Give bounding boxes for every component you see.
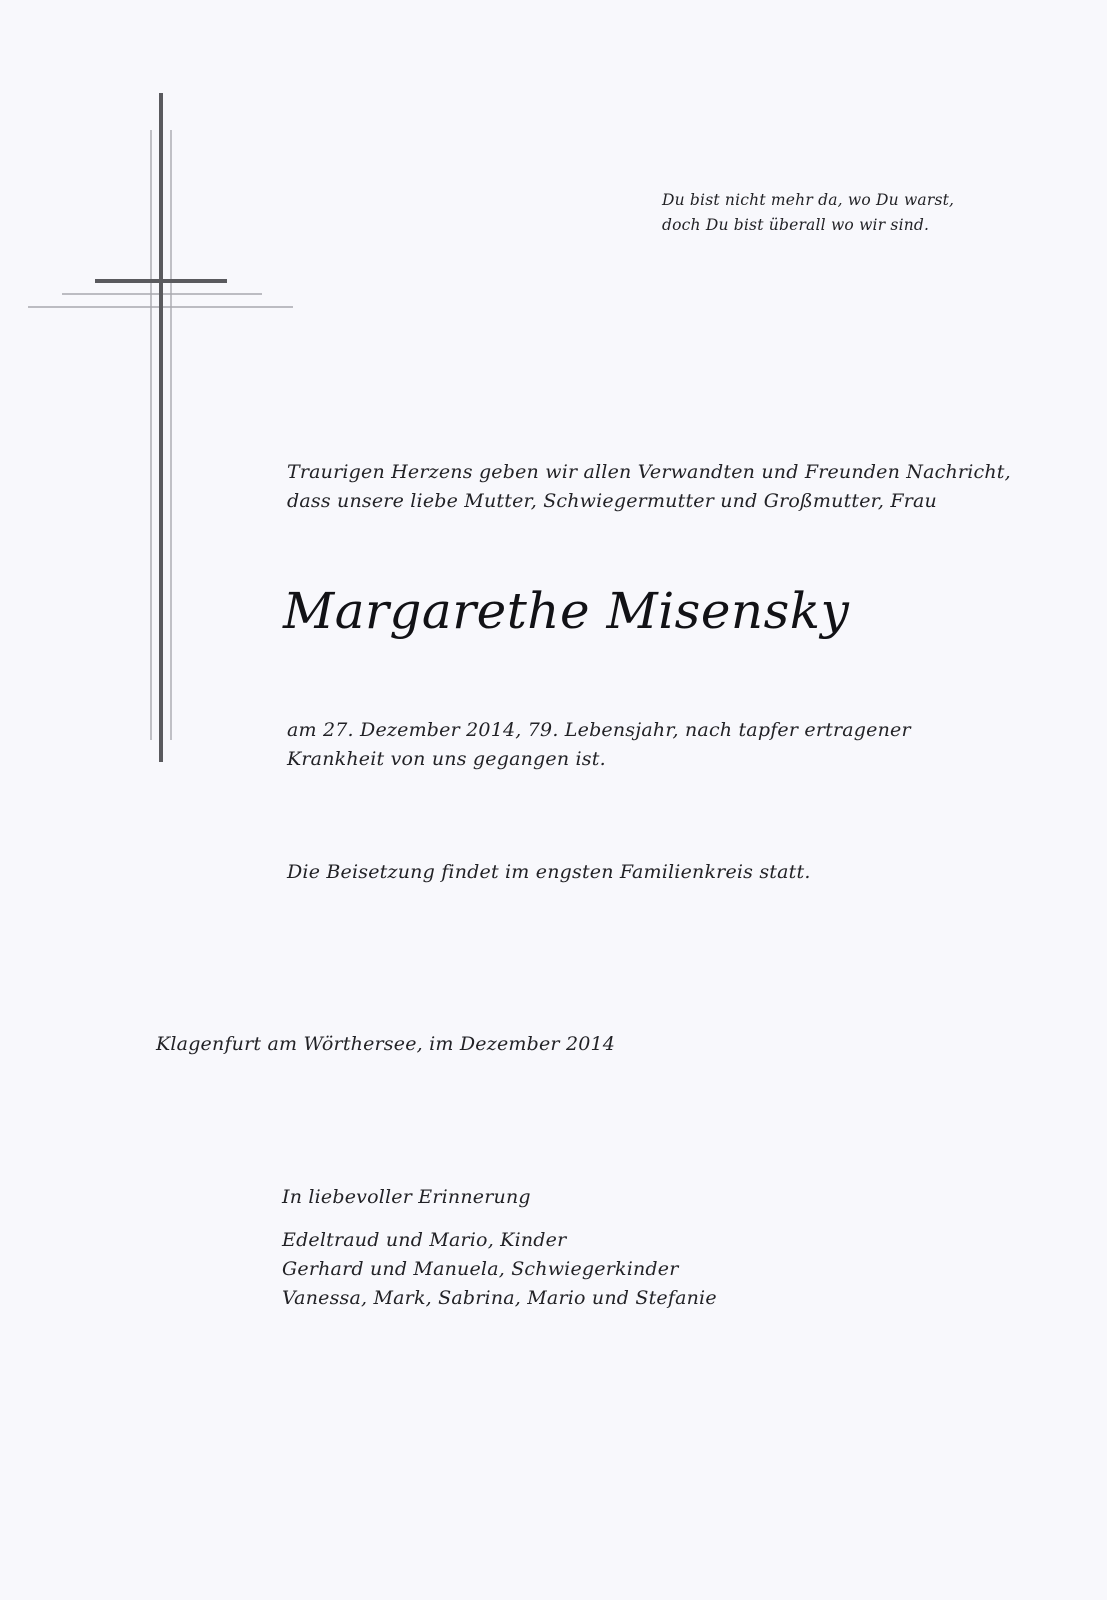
death-details [287, 716, 911, 774]
intro-line: Traurigen Herzens geben wir allen Verwandten und Freunden Nachricht, [287, 461, 1011, 483]
motto-quote [662, 188, 954, 238]
details-line: am 27. Dezember 2014, 79. Lebensjahr, nach tapfer ertragener [287, 719, 911, 741]
burial-notice: Die Beisetzung findet im engsten Familienkreis statt. [287, 861, 811, 883]
cross-icon [0, 0, 320, 780]
deceased-name: Margarethe Misensky [283, 582, 850, 640]
details-line: Krankheit von uns gegangen ist. [287, 748, 606, 770]
mourner-entry: Edeltraud und Mario, Kinder [282, 1229, 567, 1251]
in-memory-line: In liebevoller Erinnerung [282, 1186, 531, 1208]
announcement-intro [287, 458, 1011, 516]
intro-line: dass unsere liebe Mutter, Schwiegermutter und Großmutter, Frau [287, 490, 937, 512]
mourner-entry: Vanessa, Mark, Sabrina, Mario und Stefanie [282, 1287, 717, 1309]
place-and-date: Klagenfurt am Wörthersee, im Dezember 2014 [156, 1033, 616, 1055]
motto-line: Du bist nicht mehr da, wo Du warst, [662, 191, 955, 209]
mourner-entry: Gerhard und Manuela, Schwiegerkinder [282, 1258, 679, 1280]
mourners-list [282, 1226, 717, 1313]
motto-line: doch Du bist überall wo wir sind. [662, 216, 930, 234]
